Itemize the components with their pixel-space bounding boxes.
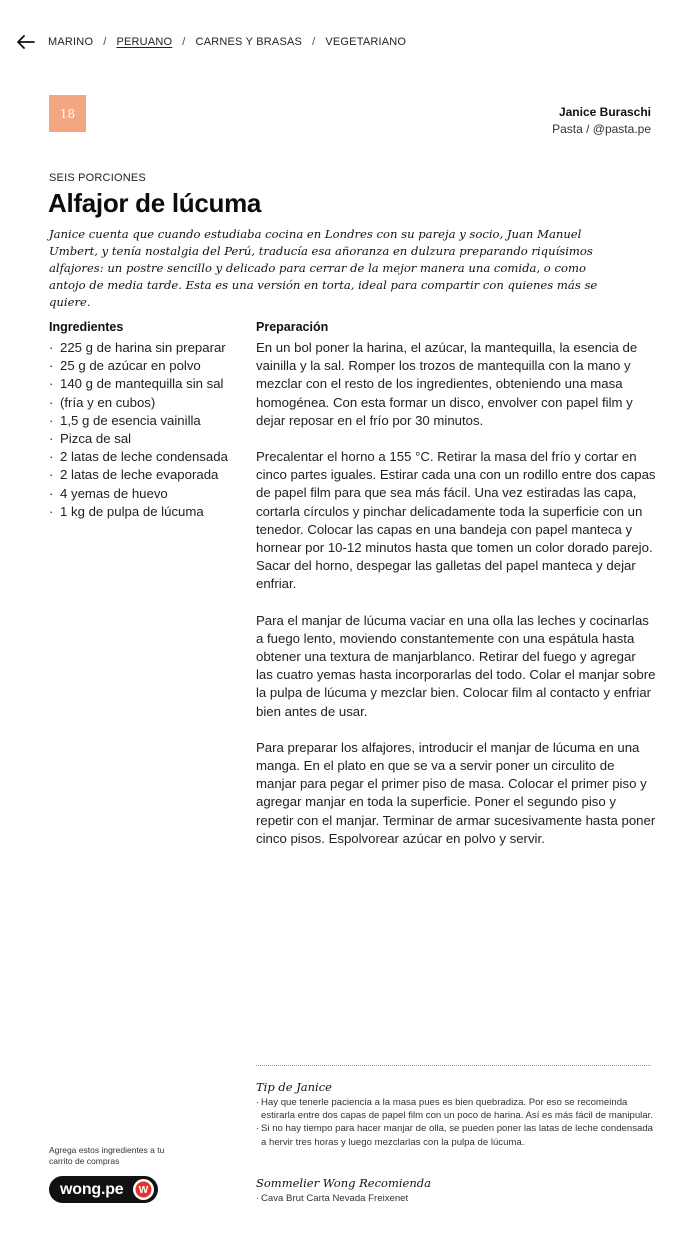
back-arrow-icon[interactable] [16, 32, 36, 52]
list-item: · 1,5 g de esencia vainilla [49, 412, 244, 430]
wong-logo-icon [133, 1179, 154, 1200]
add-to-cart-button[interactable] [49, 1176, 158, 1203]
list-item: · 2 latas de leche condensada [49, 448, 244, 466]
ingredient-text: 2 latas de leche evaporada [60, 467, 219, 483]
preparation-step: Precalentar el horno a 155 °C. Retirar la masa del frío y cortar en cinco partes iguales. Estirar cada una con un rodillo entre dos capas de papel film para que sea más fácil. Una vez estiradas las capa, cortarla círculos y pinchar delicadamente toda la superficie con un tenedor. Colocar las capas en una bandeja con papel manteca y hornear por 10-12 minutos hasta que tomen un color dorado parejo. Sacar del horno, despegar las galletas del papel manteca y dejar enfriar. [256, 449, 656, 592]
author-name: Janice Buraschi [558, 105, 651, 119]
list-item: · 4 yemas de huevo [49, 485, 244, 503]
ingredient-text: 2 latas de leche condensada [60, 449, 228, 465]
ingredient-text: 4 yemas de huevo [60, 485, 168, 501]
ingredients-section [49, 320, 244, 521]
preparation-section [256, 320, 656, 866]
ingredient-text: 1,5 g de esencia vainilla [60, 412, 201, 428]
breadcrumb-vegetariano[interactable]: VEGETARIANO [325, 36, 407, 48]
ingredient-text: 225 g de harina sin preparar [60, 340, 226, 355]
breadcrumb [48, 36, 406, 48]
list-item: · 2 latas de leche evaporada [49, 466, 244, 484]
breadcrumb-separator: / [103, 36, 107, 48]
list-item: · 25 g de azúcar en polvo [49, 357, 244, 375]
preparation-step: Para el manjar de lúcuma vaciar en una olla las leches y cocinarlas a fuego lento, moviendo constantemente con una espátula hasta obtener una textura de manjarblanco. Retirar del fuego y agregar las cuatro yemas hasta incorporarlas del todo. Colar el manjar sobre la pulpa de lúcuma y mezclar bien. Colocar film al contacto y enfriar bien antes de usar. [256, 612, 656, 719]
list-item: · 225 g de harina sin preparar [49, 339, 244, 357]
ingredient-text: 140 g de mantequilla sin sal [60, 376, 224, 392]
servings-label: SEIS PORCIONES [49, 172, 146, 184]
list-item: · (fría y en cubos) [49, 394, 244, 412]
breadcrumb-separator: / [182, 36, 186, 48]
author-block [552, 105, 651, 136]
preparation-step: Para preparar los alfajores, introducir el manjar de lúcuma en una manga. En el plato en que se va a servir poner un circulito de manjar para pegar el primer piso de masa. Colocar el primer piso y agregar manjar en toda la superficie. Poner el segundo piso y repetir con el manjar. Terminar de armar sucesivamente hasta poner cinco pisos. Espolvorear azúcar en polvo y servir. [256, 739, 656, 846]
recipe-intro: Janice cuenta que cuando estudiaba cocina en Londres con su pareja y socio, Juan Manuel Umbert, y tenía nostalgia del Perú, traducía esa añoranza en dulzura preparando riquísimos alfajores: un postre sencillo y delicado para cerrar de la mejor manera una comida, o como antojo de media tarde. Esta es una versión en torta, ideal para compartir con quienes más se quiere. [49, 227, 598, 309]
list-item: · 140 g de mantequilla sin sal [49, 375, 244, 393]
ingredient-text: (fría y en cubos) [60, 394, 156, 410]
dotted-divider [256, 1065, 651, 1066]
tip-text: Si no hay tiempo para hacer manjar de olla, se pueden poner las latas de leche condensada a hervir tres horas y luego mezclarlas con la pulpa de lúcuma. [261, 1123, 654, 1148]
list-item: · Si no hay tiempo para hacer manjar de olla, se pueden poner las latas de leche condensada a hervir tres horas y luego mezclarlas con la pulpa de lúcuma. [256, 1123, 654, 1148]
tip-heading: Tip de Janice [256, 1080, 332, 1094]
tip-section [256, 1080, 654, 1149]
brand-label: wong.pe [60, 1180, 124, 1198]
preparation-step: En un bol poner la harina, el azúcar, la mantequilla, la esencia de vainilla y la sal. Romper los trozos de mantequilla con la mano y mezclar con el resto de los ingredientes, obteniendo una masa homogénea. Con esta formar un disco, envolver con papel film y dejar reposar en el frío por 30 minutos. [256, 340, 638, 428]
ingredients-list [49, 339, 244, 521]
ingredients-heading: Ingredientes [49, 320, 124, 334]
page-number-badge: 18 [49, 95, 86, 132]
ingredient-text: 25 g de azúcar en polvo [60, 358, 201, 374]
tip-text: Hay que tenerle paciencia a la masa pues es bien quebradiza. Por eso se recomeinda estirarla entre dos capas de papel film con un poco de harina. Así es más fácil de manipular. [261, 1097, 653, 1122]
list-item: · 1 kg de pulpa de lúcuma [49, 503, 244, 521]
top-nav [16, 30, 684, 54]
sommelier-heading: Sommelier Wong Recomienda [256, 1176, 431, 1190]
breadcrumb-peruano[interactable]: PERUANO [116, 36, 173, 48]
breadcrumb-marino[interactable]: MARINO [48, 36, 94, 48]
breadcrumb-separator: / [312, 36, 316, 48]
list-item: · Cava Brut Carta Nevada Freixenet [256, 1193, 409, 1204]
list-item: · Hay que tenerle paciencia a la masa pues es bien quebradiza. Por eso se recomeinda estirarla entre dos capas de papel film con un poco de harina. Así es más fácil de manipular. [256, 1097, 653, 1122]
sommelier-text: Cava Brut Carta Nevada Freixenet [261, 1193, 409, 1204]
preparation-heading: Preparación [256, 320, 329, 334]
ingredient-text: 1 kg de pulpa de lúcuma [60, 503, 204, 519]
recipe-title: Alfajor de lúcuma [48, 188, 262, 218]
logo-letter: W [138, 1185, 149, 1197]
ingredient-text: Pizca de sal [60, 431, 132, 447]
cart-prompt: Agrega estos ingredientes a tu carrito de compras [49, 1145, 165, 1166]
author-handle: Pasta / @pasta.pe [552, 122, 651, 136]
sommelier-section [256, 1176, 654, 1205]
breadcrumb-carnes-y-brasas[interactable]: CARNES Y BRASAS [195, 36, 303, 48]
list-item: · Pizca de sal [49, 430, 244, 448]
